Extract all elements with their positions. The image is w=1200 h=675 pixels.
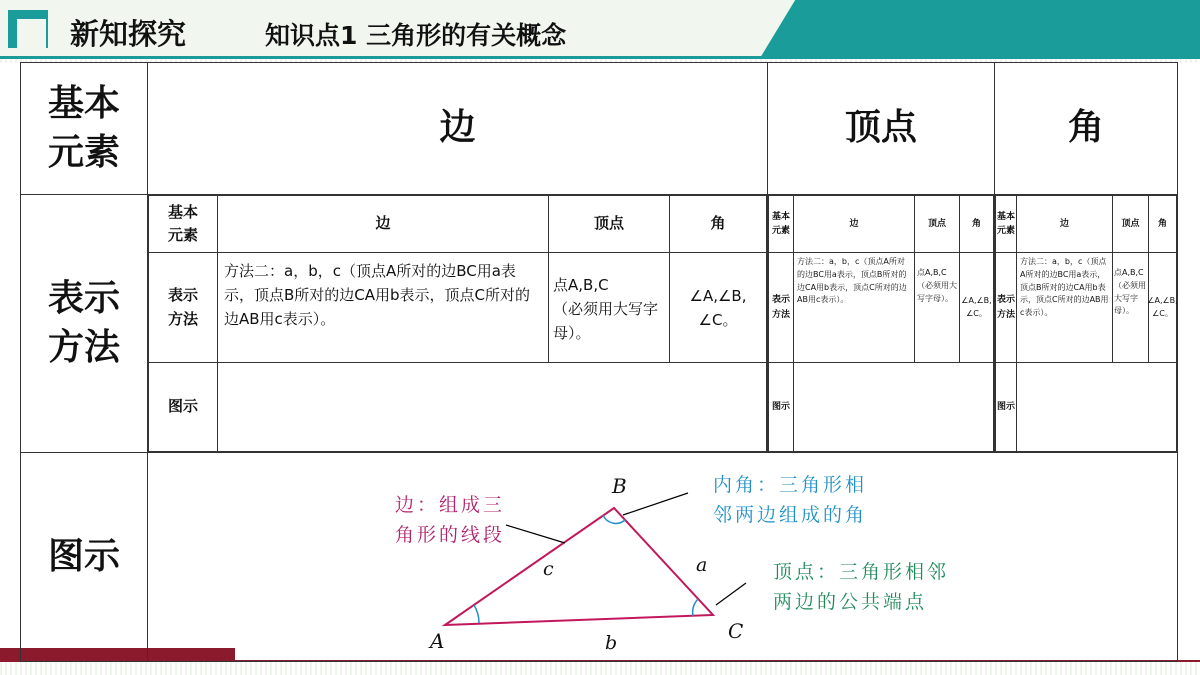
vertex-label-b: B	[612, 474, 627, 498]
vertex-label-a: A	[430, 629, 445, 653]
inner-figure-empty	[217, 362, 767, 452]
mini-row-figure: 图示	[768, 362, 794, 452]
side-label-c: c	[543, 558, 554, 580]
side-label-b: b	[605, 632, 618, 654]
mini-head-vertex: 顶点	[914, 195, 960, 253]
column-header-vertex: 顶点	[767, 62, 995, 195]
mini-head-elements: 基本 元素	[995, 195, 1017, 253]
side-note-line1: 边：组成三	[395, 494, 506, 516]
inner-side-text: 方法二：a，b，c（顶点A所对的边BC用a表示，顶点B所对的边CA用b表示，顶点C所对的边AB用c表示）。	[217, 252, 549, 363]
side-note-line2: 角形的线段	[395, 524, 506, 546]
concept-table	[20, 62, 1178, 662]
notation-vertex-cell	[767, 194, 995, 453]
section-square-icon	[8, 10, 48, 48]
angle-note-line2: 邻两边组成的角	[713, 504, 868, 526]
mini-angle-text: ∠A,∠B, ∠C。	[959, 252, 994, 363]
row-label-figure: 图示	[20, 452, 148, 662]
mini-head-side: 边	[1016, 195, 1113, 253]
mini-row-figure: 图示	[995, 362, 1017, 452]
angle-arc-a	[474, 605, 479, 623]
inner-head-side: 边	[217, 195, 549, 253]
inner-angle-text: ∠A,∠B, ∠C。	[669, 252, 767, 363]
row-label-elements: 基本 元素	[20, 62, 148, 195]
vertex-note-line1: 顶点：三角形相邻	[773, 561, 950, 583]
angle-arc-c	[693, 599, 698, 616]
inner-head-angle: 角	[669, 195, 767, 253]
mini-figure-empty	[793, 362, 994, 452]
mini-head-elements: 基本 元素	[768, 195, 794, 253]
mini-vertex-text: 点A,B,C （必须用大写字母）。	[914, 252, 960, 363]
inner-row-notation: 表示 方法	[148, 252, 218, 363]
mini-head-side: 边	[793, 195, 915, 253]
angle-note-line1: 内角：三角形相	[713, 474, 868, 496]
notation-angle-cell	[994, 194, 1178, 453]
inner-row-figure: 图示	[148, 362, 218, 452]
angle-note-leader	[623, 493, 688, 515]
mini-side-text: 方法二：a，b，c（顶点A所对的边BC用a表示，顶点B所对的边CA用b表示，顶点C所对的边AB用c表示）。	[1016, 252, 1113, 363]
mini-vertex-text: 点A,B,C （必须用大写字母）。	[1112, 252, 1149, 363]
mini-angle-text: ∠A,∠B, ∠C。	[1148, 252, 1177, 363]
row-label-notation: 表示 方法	[20, 194, 148, 453]
triangle-diagram	[148, 453, 1177, 661]
header-accent	[760, 0, 1200, 58]
side-note-leader	[506, 525, 565, 543]
vertex-note-line2: 两边的公共端点	[773, 591, 928, 613]
mini-head-vertex: 顶点	[1112, 195, 1149, 253]
vertex-label-c: C	[728, 619, 744, 643]
vertex-note-leader	[716, 583, 746, 605]
notation-side-cell	[147, 194, 768, 453]
mini-side-text: 方法二：a，b，c（顶点A所对的边BC用a表示，顶点B所对的边CA用b表示，顶点C所对的边AB用c表示）。	[793, 252, 915, 363]
mini-table-vertex	[768, 195, 994, 452]
mini-row-notation: 表示 方法	[995, 252, 1017, 363]
figure-cell	[147, 452, 1178, 662]
mini-head-angle: 角	[1148, 195, 1177, 253]
mini-head-angle: 角	[959, 195, 994, 253]
section-title: 新知探究	[70, 17, 187, 51]
footer-pattern	[0, 662, 1200, 675]
mini-figure-empty	[1016, 362, 1177, 452]
mini-row-notation: 表示 方法	[768, 252, 794, 363]
column-header-angle: 角	[994, 62, 1178, 195]
topic-title: 知识点1 三角形的有关概念	[265, 21, 567, 50]
mini-table-angle	[995, 195, 1177, 452]
column-header-side: 边	[147, 62, 768, 195]
side-label-a: a	[696, 554, 708, 576]
inner-head-vertex: 顶点	[548, 195, 670, 253]
inner-head-elements: 基本 元素	[148, 195, 218, 253]
inner-vertex-text: 点A,B,C （必须用大写字母）。	[548, 252, 670, 363]
inner-table	[148, 195, 767, 452]
